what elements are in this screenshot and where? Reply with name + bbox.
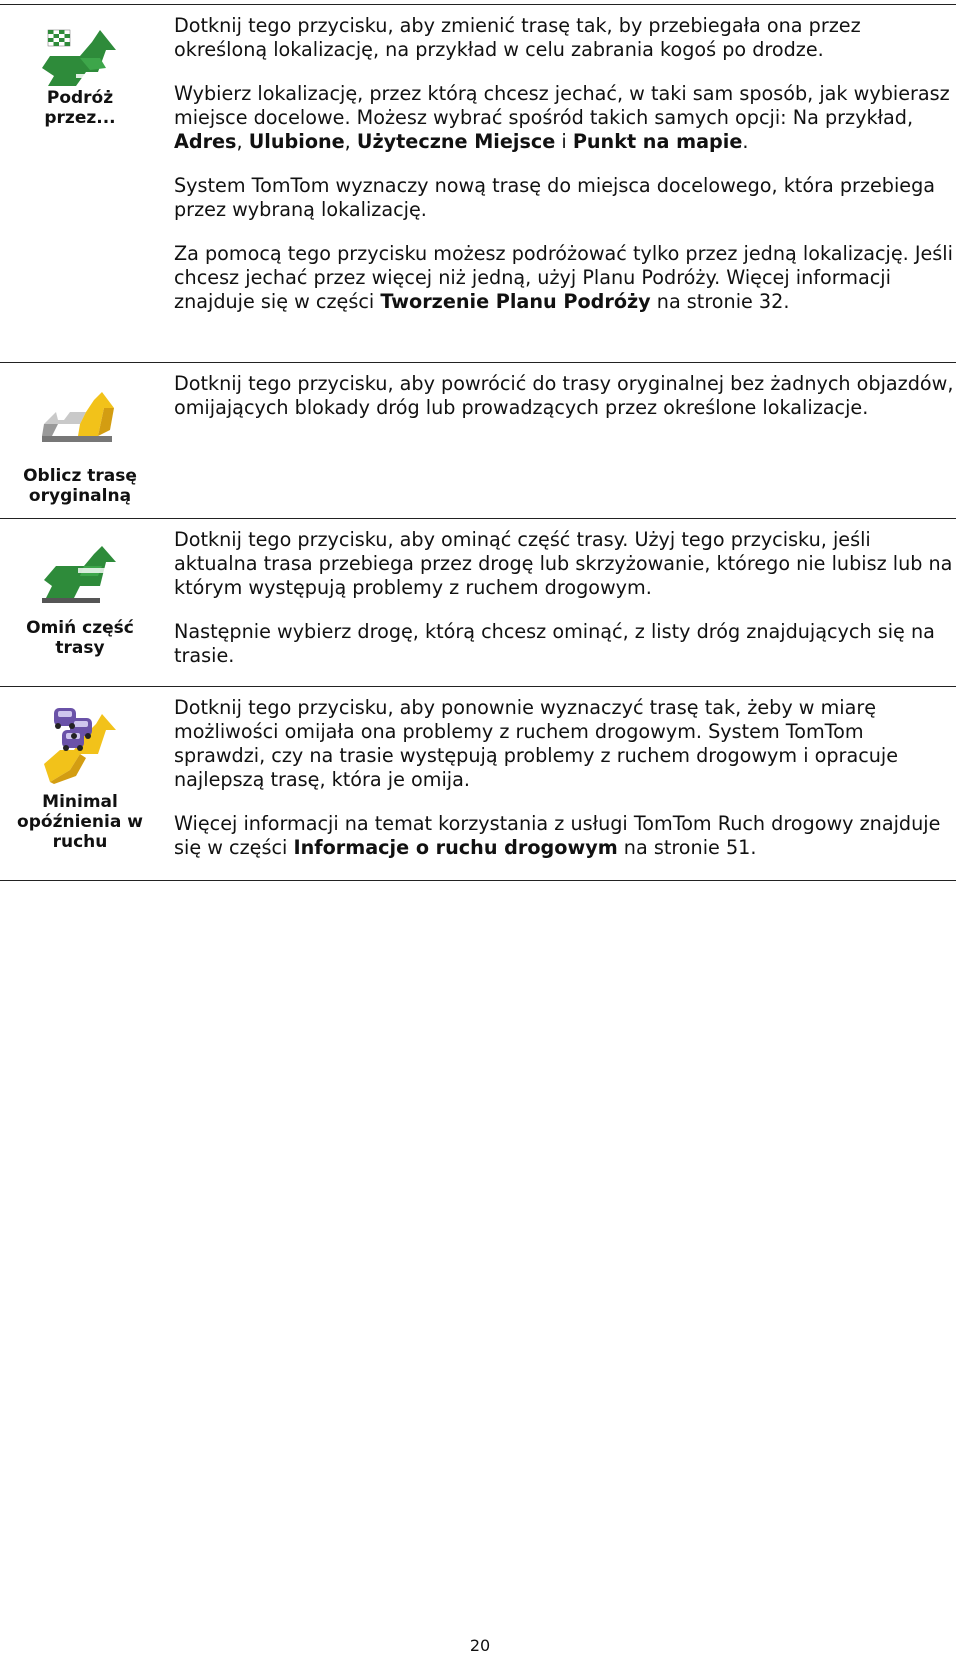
original-route-icon bbox=[40, 390, 120, 450]
description-paragraph bbox=[174, 696, 954, 792]
travel-via-button[interactable] bbox=[0, 28, 160, 128]
travel-via-label: Podróż przez... bbox=[44, 88, 116, 128]
text-run: Dotknij tego przycisku, aby ponownie wyznaczyć trasę tak, żeby w miarę możliwości omijała ona problemy z ruchem drogowym. System TomTom sprawdzi, czy na trasie występują problemy z ruchem drogowym i opracuje najlepszą trasę, która je omija. bbox=[174, 696, 899, 791]
description-paragraph bbox=[174, 14, 954, 62]
minimise-traffic-delays-button[interactable] bbox=[0, 704, 160, 852]
avoid-part-of-route-description bbox=[174, 528, 954, 688]
calculate-original-button[interactable] bbox=[0, 390, 160, 506]
table-row bbox=[0, 686, 960, 880]
travel-via-description bbox=[174, 14, 954, 334]
table-row bbox=[0, 362, 960, 518]
text-run: Następnie wybierz drogę, którą chcesz ominąć, z listy dróg znajdujących się na trasie. bbox=[174, 620, 935, 667]
description-paragraph bbox=[174, 812, 954, 860]
text-run: Dotknij tego przycisku, aby powrócić do trasy oryginalnej bez żadnych objazdów, omijających blokady dróg lub prowadzących przez określone lokalizacje. bbox=[174, 372, 954, 419]
table-row bbox=[0, 4, 960, 362]
text-run: System TomTom wyznaczy nową trasę do miejsca docelowego, która przebiega przez wybraną lokalizację. bbox=[174, 174, 936, 221]
minimise-traffic-delays-label: Minimal opóźnienia w ruchu bbox=[17, 792, 143, 852]
calculate-original-description bbox=[174, 372, 954, 440]
bold-term: Adres bbox=[174, 130, 237, 153]
bold-term: Ulubione bbox=[248, 130, 345, 153]
table-row bbox=[0, 518, 960, 686]
text-run: na stronie 32. bbox=[650, 290, 790, 313]
description-paragraph bbox=[174, 528, 954, 600]
calculate-original-label: Oblicz trasę oryginalną bbox=[23, 466, 137, 506]
text-run: , bbox=[236, 130, 249, 153]
bold-term: Punkt na mapie bbox=[572, 130, 743, 153]
bold-term: Tworzenie Planu Podróży bbox=[380, 290, 651, 313]
text-run: na stronie 51. bbox=[617, 836, 757, 859]
minimise-traffic-delays-description bbox=[174, 696, 954, 880]
bold-term: Informacje o ruchu drogowym bbox=[293, 836, 618, 859]
description-paragraph bbox=[174, 174, 954, 222]
description-paragraph bbox=[174, 82, 954, 154]
text-run: Dotknij tego przycisku, aby ominąć część trasy. Użyj tego przycisku, jeśli aktualna trasa przebiega przez drogę lub skrzyżowanie, którego nie lubisz lub na którym występują problemy z ruchem drogowym. bbox=[174, 528, 953, 599]
text-run: . bbox=[742, 130, 749, 153]
text-run: Więcej informacji na temat korzystania z usługi TomTom Ruch drogowy znajduje się w części bbox=[174, 812, 941, 859]
text-run: Wybierz lokalizację, przez którą chcesz jechać, w taki sam sposób, jak wybierasz miejsce docelowe. Możesz wybrać spośród takich samych opcji: Na przykład, bbox=[174, 82, 950, 129]
minimise-traffic-delays-icon bbox=[40, 704, 120, 784]
page-number: 20 bbox=[469, 1636, 491, 1655]
text-run: Dotknij tego przycisku, aby zmienić trasę tak, by przebiegała ona przez określoną lokalizację, na przykład w celu zabrania kogoś po drodze. bbox=[174, 14, 861, 61]
avoid-part-of-route-label: Omiń część trasy bbox=[26, 618, 134, 658]
travel-via-icon bbox=[40, 28, 120, 88]
bold-term: Użyteczne Miejsce bbox=[356, 130, 556, 153]
avoid-part-of-route-button[interactable] bbox=[0, 546, 160, 658]
description-paragraph bbox=[174, 372, 954, 420]
description-paragraph bbox=[174, 242, 954, 314]
avoid-part-of-route-icon bbox=[40, 546, 120, 606]
text-run: i bbox=[555, 130, 573, 153]
table-rule-bottom bbox=[0, 880, 956, 881]
description-paragraph bbox=[174, 620, 954, 668]
text-run: , bbox=[344, 130, 357, 153]
text-run: Za pomocą tego przycisku możesz podróżować tylko przez jedną lokalizację. Jeśli chcesz jechać przez więcej niż jedną, użyj Planu Podróży. Więcej informacji znajduje się w części bbox=[174, 242, 953, 313]
